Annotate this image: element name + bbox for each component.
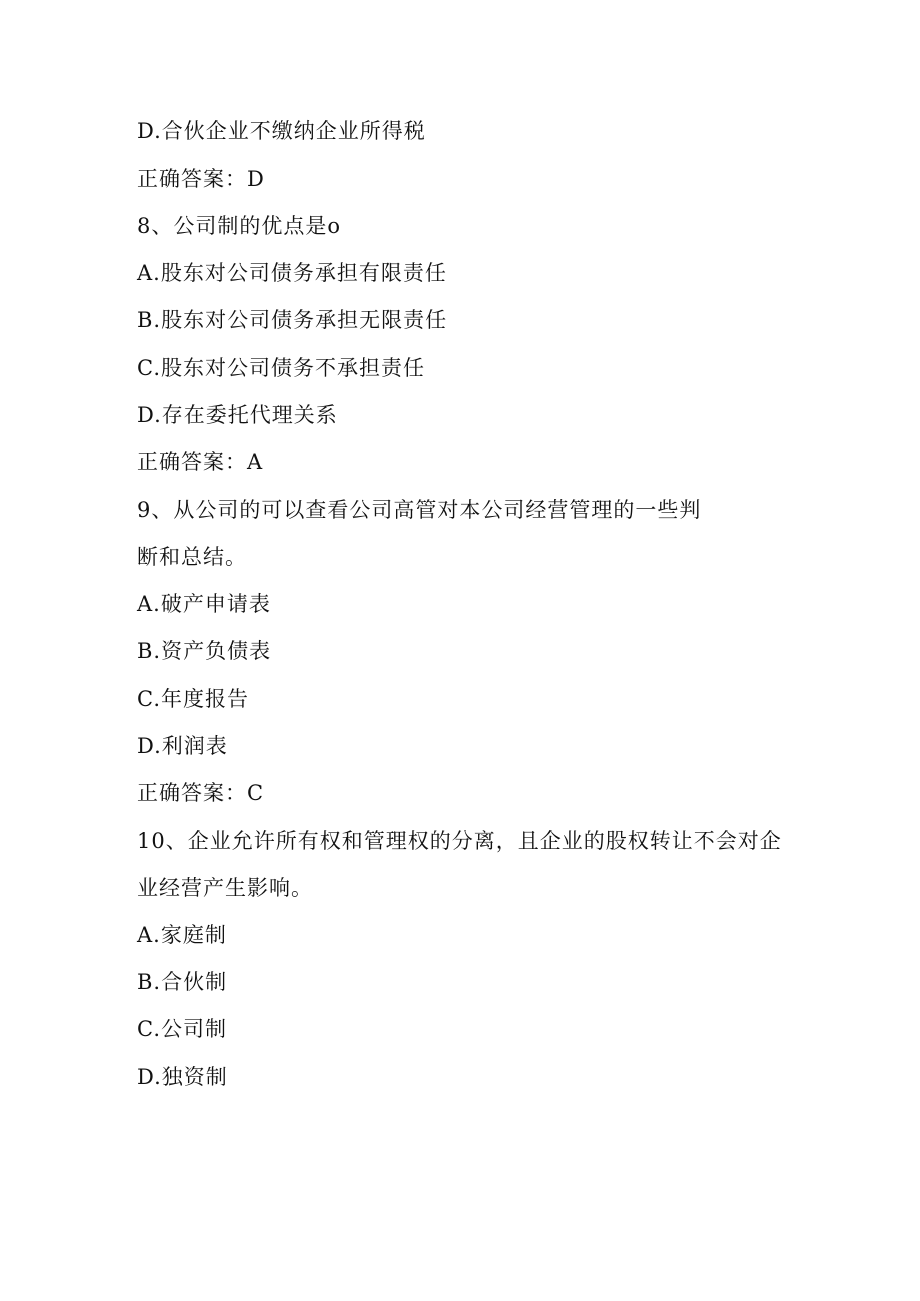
q9-option-c: C.年度报告 xyxy=(137,687,249,711)
q8-answer: 正确答案：A xyxy=(137,450,264,474)
q9-answer: 正确答案：C xyxy=(137,781,265,805)
q9-option-d: D.利润表 xyxy=(137,734,228,758)
q10-option-c: C.公司制 xyxy=(137,1017,227,1041)
q10-option-d: D.独资制 xyxy=(137,1065,228,1089)
q10-option-b: B.合伙制 xyxy=(137,970,228,994)
q9-option-b: B.资产负债表 xyxy=(137,639,272,663)
q8-option-a: A.股东对公司债务承担有限责任 xyxy=(137,261,447,285)
q10-option-a: A.家庭制 xyxy=(137,923,227,947)
q10-question-line2: 业经营产生影响。 xyxy=(137,876,313,900)
q8-option-d: D.存在委托代理关系 xyxy=(137,403,338,427)
q8-option-c: C.股东对公司债务不承担责任 xyxy=(137,356,425,380)
q7-option-d: D.合伙企业不缴纳企业所得税 xyxy=(137,119,426,143)
q9-question-line1: 9、从公司的可以查看公司高管对本公司经营管理的一些判 xyxy=(137,498,702,522)
q7-answer: 正确答案：D xyxy=(137,167,265,191)
q8-option-b: B.股东对公司债务承担无限责任 xyxy=(137,308,448,332)
q10-question-line1: 10、企业允许所有权和管理权的分离，且企业的股权转让不会对企 xyxy=(137,829,782,853)
q9-option-a: A.破产申请表 xyxy=(137,592,271,616)
q8-question: 8、公司制的优点是o xyxy=(137,214,342,238)
q9-question-line2: 断和总结。 xyxy=(137,545,247,569)
